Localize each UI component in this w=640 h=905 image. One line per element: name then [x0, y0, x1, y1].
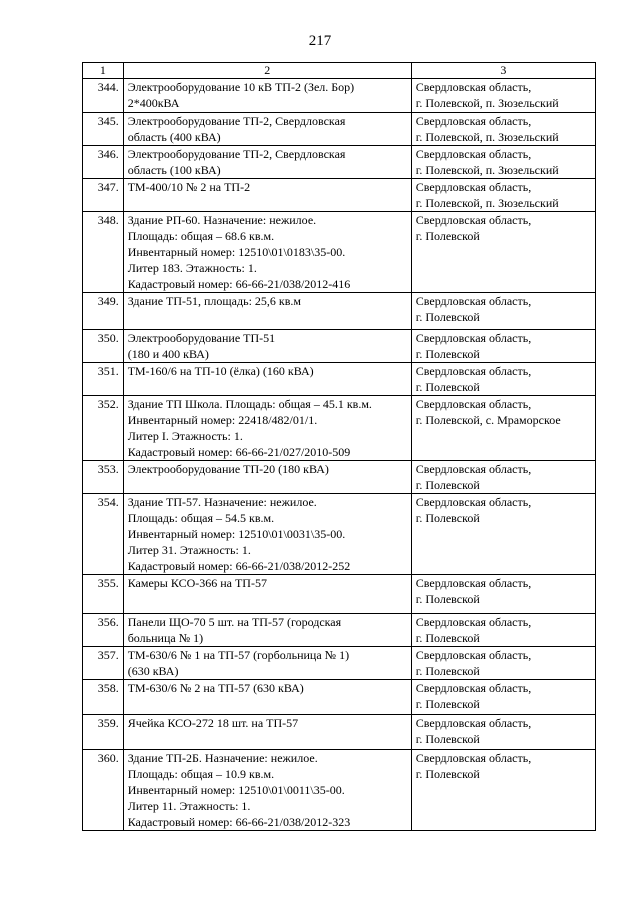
description-line: Электрооборудование ТП-51	[127, 331, 276, 345]
description-line: Кадастровый номер: 66-66-21/038/2012-323	[127, 815, 351, 829]
description-line: Литер I. Этажность: 1.	[127, 429, 243, 443]
table-row	[83, 363, 596, 396]
location-line: г. Полевской	[415, 347, 480, 361]
object-location	[411, 212, 595, 293]
location-line: Свердловская область,	[415, 397, 532, 411]
object-location	[411, 179, 595, 212]
location-line: г. Полевской, с. Мраморское	[415, 413, 561, 427]
table-row	[83, 614, 596, 647]
description-line: Электрооборудование 10 кВ ТП-2 (Зел. Бор)	[127, 80, 355, 94]
location-line: г. Полевской	[415, 631, 480, 645]
table-row	[83, 79, 596, 113]
location-line: Свердловская область,	[415, 294, 532, 308]
location-line: Свердловская область,	[415, 147, 532, 161]
description-line: Инвентарный номер: 12510\01\0031\35-00.	[127, 527, 346, 541]
row-number: 355.	[83, 575, 124, 614]
description-line: Литер 183. Этажность: 1.	[127, 261, 257, 275]
object-description	[123, 750, 411, 831]
row-number: 348.	[83, 212, 124, 293]
table-row	[83, 680, 596, 715]
description-line: Здание ТП-2Б. Назначение: нежилое.	[127, 751, 318, 765]
location-line: Свердловская область,	[415, 615, 532, 629]
object-description	[123, 575, 411, 614]
description-line: Здание ТП-57. Назначение: нежилое.	[127, 495, 317, 509]
table-header-row	[83, 63, 596, 79]
object-description	[123, 179, 411, 212]
location-line: Свердловская область,	[415, 80, 532, 94]
table-row	[83, 647, 596, 680]
object-location	[411, 461, 595, 494]
location-line: г. Полевской	[415, 697, 480, 711]
description-line: Площадь: общая – 54.5 кв.м.	[127, 511, 275, 525]
object-description	[123, 212, 411, 293]
object-description	[123, 680, 411, 715]
description-line: Камеры КСО-366 на ТП-57	[127, 576, 267, 590]
row-number: 349.	[83, 293, 124, 330]
location-line: Свердловская область,	[415, 213, 532, 227]
location-line: Свердловская область,	[415, 751, 532, 765]
location-line: Свердловская область,	[415, 681, 532, 695]
location-line: Свердловская область,	[415, 364, 532, 378]
table-row	[83, 330, 596, 363]
location-line: г. Полевской, п. Зюзельский	[415, 163, 559, 177]
location-line: г. Полевской	[415, 592, 480, 606]
row-number: 351.	[83, 363, 124, 396]
description-line: (630 кВА)	[127, 664, 179, 678]
description-line: Площадь: общая – 68.6 кв.м.	[127, 229, 275, 243]
row-number: 350.	[83, 330, 124, 363]
object-location	[411, 680, 595, 715]
property-table	[82, 62, 596, 831]
table-row	[83, 461, 596, 494]
location-line: г. Полевской	[415, 478, 480, 492]
location-line: г. Полевской	[415, 767, 480, 781]
row-number: 359.	[83, 715, 124, 750]
object-location	[411, 647, 595, 680]
page-number: 217	[308, 33, 332, 49]
description-line: Ячейка КСО-272 18 шт. на ТП-57	[127, 716, 299, 730]
object-location	[411, 575, 595, 614]
object-description	[123, 461, 411, 494]
location-line: Свердловская область,	[415, 648, 532, 662]
row-number: 354.	[83, 494, 124, 575]
description-line: Инвентарный номер: 22418/482/01/1.	[127, 413, 318, 427]
column-header: 1	[83, 63, 124, 79]
object-location	[411, 293, 595, 330]
table-row	[83, 715, 596, 750]
object-description	[123, 330, 411, 363]
description-line: Электрооборудование ТП-2, Свердловская	[127, 147, 346, 161]
table-row	[83, 113, 596, 146]
location-line: г. Полевской, п. Зюзельский	[415, 96, 559, 110]
location-line: г. Полевской, п. Зюзельский	[415, 130, 559, 144]
location-line: г. Полевской	[415, 229, 480, 243]
description-line: область (100 кВА)	[127, 163, 221, 177]
description-line: Здание ТП-51, площадь: 25,6 кв.м	[127, 294, 301, 308]
object-location	[411, 494, 595, 575]
object-description	[123, 113, 411, 146]
location-line: Свердловская область,	[415, 716, 532, 730]
location-line: г. Полевской	[415, 380, 480, 394]
description-line: 2*400кВА	[127, 96, 180, 110]
object-location	[411, 614, 595, 647]
object-location	[411, 113, 595, 146]
location-line: г. Полевской	[415, 664, 480, 678]
description-line: область (400 кВА)	[127, 130, 221, 144]
object-description	[123, 79, 411, 113]
location-line: г. Полевской	[415, 511, 480, 525]
object-location	[411, 363, 595, 396]
row-number: 358.	[83, 680, 124, 715]
location-line: Свердловская область,	[415, 462, 532, 476]
location-line: Свердловская область,	[415, 180, 532, 194]
table-row	[83, 146, 596, 179]
location-line: Свердловская область,	[415, 495, 532, 509]
row-number: 356.	[83, 614, 124, 647]
description-line: Инвентарный номер: 12510\01\0011\35-00.	[127, 783, 345, 797]
object-description	[123, 614, 411, 647]
row-number: 346.	[83, 146, 124, 179]
description-line: ТМ-400/10 № 2 на ТП-2	[127, 180, 251, 194]
table-row	[83, 396, 596, 461]
column-header: 2	[123, 63, 411, 79]
object-location	[411, 750, 595, 831]
object-description	[123, 293, 411, 330]
object-description	[123, 647, 411, 680]
row-number: 353.	[83, 461, 124, 494]
row-number: 344.	[83, 79, 124, 113]
column-header: 3	[411, 63, 595, 79]
location-line: Свердловская область,	[415, 331, 532, 345]
table-row	[83, 212, 596, 293]
description-line: больница № 1)	[127, 631, 204, 645]
location-line: г. Полевской	[415, 310, 480, 324]
object-location	[411, 146, 595, 179]
object-location	[411, 330, 595, 363]
object-description	[123, 146, 411, 179]
object-location	[411, 79, 595, 113]
description-line: Кадастровый номер: 66-66-21/038/2012-416	[127, 277, 351, 291]
description-line: ТМ-630/6 № 2 на ТП-57 (630 кВА)	[127, 681, 304, 695]
row-number: 357.	[83, 647, 124, 680]
table-row	[83, 179, 596, 212]
location-line: Свердловская область,	[415, 114, 532, 128]
object-location	[411, 396, 595, 461]
description-line: Площадь: общая – 10.9 кв.м.	[127, 767, 275, 781]
object-location	[411, 715, 595, 750]
table-row	[83, 293, 596, 330]
row-number: 347.	[83, 179, 124, 212]
description-line: Здание РП-60. Назначение: нежилое.	[127, 213, 317, 227]
description-line: Инвентарный номер: 12510\01\0183\35-00.	[127, 245, 346, 259]
description-line: Кадастровый номер: 66-66-21/027/2010-509	[127, 445, 351, 459]
location-line: Свердловская область,	[415, 576, 532, 590]
description-line: Электрооборудование ТП-2, Свердловская	[127, 114, 346, 128]
table-row	[83, 494, 596, 575]
location-line: г. Полевской, п. Зюзельский	[415, 196, 559, 210]
table-row	[83, 750, 596, 831]
description-line: Литер 31. Этажность: 1.	[127, 543, 251, 557]
object-description	[123, 396, 411, 461]
location-line: г. Полевской	[415, 732, 480, 746]
description-line: Кадастровый номер: 66-66-21/038/2012-252	[127, 559, 351, 573]
description-line: ТМ-160/6 на ТП-10 (ёлка) (160 кВА)	[127, 364, 314, 378]
description-line: (180 и 400 кВА)	[127, 347, 209, 361]
object-description	[123, 494, 411, 575]
description-line: Здание ТП Школа. Площадь: общая – 45.1 кв.м.	[127, 397, 372, 411]
object-description	[123, 363, 411, 396]
row-number: 360.	[83, 750, 124, 831]
row-number: 352.	[83, 396, 124, 461]
description-line: Литер 11. Этажность: 1.	[127, 799, 251, 813]
row-number: 345.	[83, 113, 124, 146]
description-line: ТМ-630/6 № 1 на ТП-57 (горбольница № 1)	[127, 648, 350, 662]
description-line: Панели ЩО-70 5 шт. на ТП-57 (городская	[127, 615, 342, 629]
object-description	[123, 715, 411, 750]
table-row	[83, 575, 596, 614]
description-line: Электрооборудование ТП-20 (180 кВА)	[127, 462, 329, 476]
